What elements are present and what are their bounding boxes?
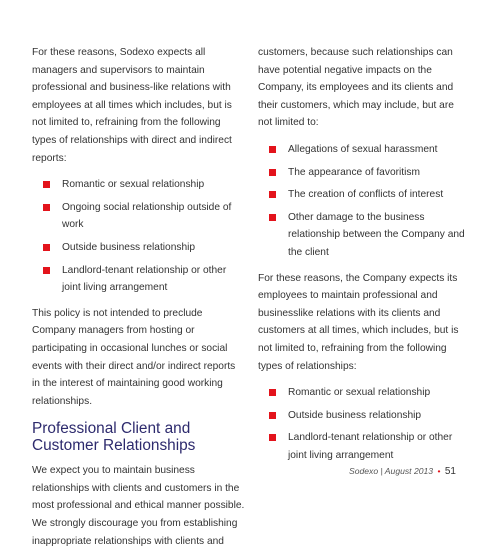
square-bullet-icon bbox=[269, 389, 276, 396]
intro-paragraph: For these reasons, Sodexo expects all managers and supervisors to maintain professional and business-like relations with employees at all times which includes, but is not limited to, refraining from the following types of relationships with direct and indirect reports: bbox=[32, 47, 232, 164]
square-bullet-icon bbox=[43, 267, 50, 274]
employee-relationship-list bbox=[258, 384, 466, 464]
square-bullet-icon bbox=[43, 204, 50, 211]
list-item: The appearance of favoritism bbox=[258, 164, 466, 182]
continuation-paragraph: customers, because such relationships can have potential negative impacts on the Company, its employees and its clients and their customers, which may include, but are not limited to: bbox=[258, 47, 454, 129]
list-item: Romantic or sexual relationship bbox=[258, 384, 466, 402]
left-column bbox=[32, 44, 246, 559]
square-bullet-icon bbox=[43, 244, 50, 251]
page-number: 51 bbox=[444, 466, 456, 477]
square-bullet-icon bbox=[269, 434, 276, 441]
page-footer bbox=[349, 466, 456, 477]
footer-source: Sodexo | August 2013 bbox=[348, 466, 434, 476]
list-item: Outside business relationship bbox=[32, 239, 246, 257]
employee-paragraph: For these reasons, the Company expects its employees to maintain professional and businesslike relations with its clients and customers at all times, which includes, but is not limited to, refraining from the following types of relationships: bbox=[258, 272, 459, 372]
list-item: Ongoing social relationship outside of work bbox=[32, 199, 246, 234]
impact-list bbox=[258, 141, 466, 262]
square-bullet-icon bbox=[269, 169, 276, 176]
policy-paragraph: This policy is not intended to preclude Company managers from hosting or participating in occasional lunches or social events with their direct and/or indirect reports in the interest of maintaining good working relationships. bbox=[32, 307, 236, 407]
square-bullet-icon bbox=[269, 214, 276, 221]
square-bullet-icon bbox=[43, 181, 50, 188]
list-item: Landlord-tenant relationship or other joint living arrangement bbox=[32, 262, 246, 297]
list-item: Outside business relationship bbox=[258, 407, 466, 425]
manager-relationship-list bbox=[32, 176, 246, 297]
square-bullet-icon bbox=[269, 146, 276, 153]
client-paragraph: We expect you to maintain business relationships with clients and customers in the most professional and ethical manner possible. We strongly discourage you from establishing inappropriate relationships with clients and bbox=[32, 465, 245, 547]
list-item: Landlord-tenant relationship or other joint living arrangement bbox=[258, 429, 466, 464]
list-item: Other damage to the business relationship between the Company and the client bbox=[258, 209, 466, 262]
section-heading: Professional Client and Customer Relationships bbox=[32, 420, 196, 455]
list-item: Allegations of sexual harassment bbox=[258, 141, 466, 159]
square-bullet-icon bbox=[269, 412, 276, 419]
list-item: The creation of conflicts of interest bbox=[258, 186, 466, 204]
square-bullet-icon bbox=[269, 191, 276, 198]
list-item: Romantic or sexual relationship bbox=[32, 176, 246, 194]
footer-separator: • bbox=[437, 466, 441, 476]
right-column bbox=[258, 44, 466, 472]
